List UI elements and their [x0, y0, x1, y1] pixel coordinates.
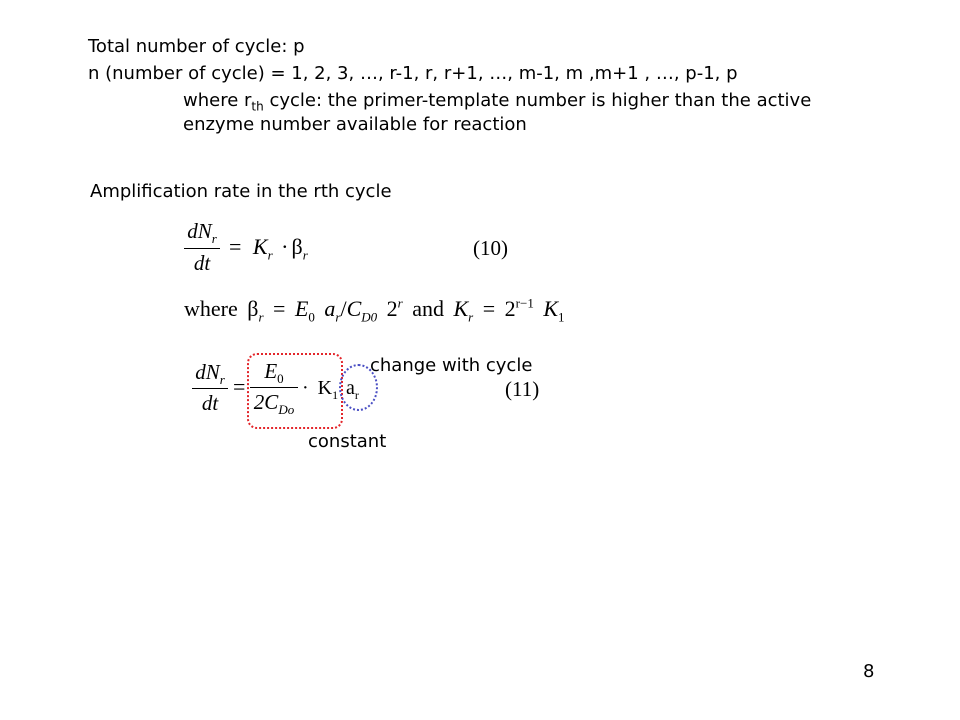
cycle-number-line: n (number of cycle) = 1, 2, 3, …, r-1, r, r+1, …, m-1, m ,m+1 , …, p-1, p: [88, 63, 738, 84]
amplification-heading: Amplification rate in the rth cycle: [90, 181, 392, 202]
eq10-numerator: $dN_r$: [187, 219, 217, 247]
eq11-ar-term: $a_r$: [346, 377, 359, 402]
eq10-denominator: dt: [184, 248, 220, 274]
eq11-fraction: [192, 362, 228, 414]
eq10-fraction: [184, 221, 220, 274]
eq11-denominator: dt: [192, 388, 228, 414]
page-number: 8: [863, 661, 875, 682]
eq11-numerator: $dN_r$: [195, 360, 225, 388]
rth-cycle-definition: [183, 90, 812, 114]
eq11-inner-numerator: $E_0$: [264, 359, 284, 387]
rth-prefix: where r: [183, 90, 252, 111]
eq11-label: (11): [505, 377, 540, 401]
eq10-rhs: = $K_r \cdot \beta_r$: [229, 234, 308, 263]
where-definition-line: where $\beta_r = E_0$ $a_r/C_{D0}$ 2$^r$ and $K_r = 2^{r-1}$ $K_1$: [184, 295, 565, 325]
eq10-label: (10): [473, 236, 508, 260]
rth-definition-continuation: enzyme number available for reaction: [183, 114, 527, 135]
eq11-inner-denominator: $2C_{Do}$: [250, 387, 298, 413]
rth-suffix: cycle: the primer-template number is higher than the active: [263, 90, 812, 111]
constant-label: constant: [308, 431, 387, 452]
change-with-cycle-label: change with cycle: [370, 355, 533, 376]
total-cycle-line: Total number of cycle: p: [88, 36, 305, 57]
eq11-k1-term: · $K_1$: [302, 377, 339, 402]
rth-subscript: th: [251, 99, 264, 114]
constant-highlight-box: [247, 353, 343, 429]
eq11-equals: =: [233, 374, 246, 399]
